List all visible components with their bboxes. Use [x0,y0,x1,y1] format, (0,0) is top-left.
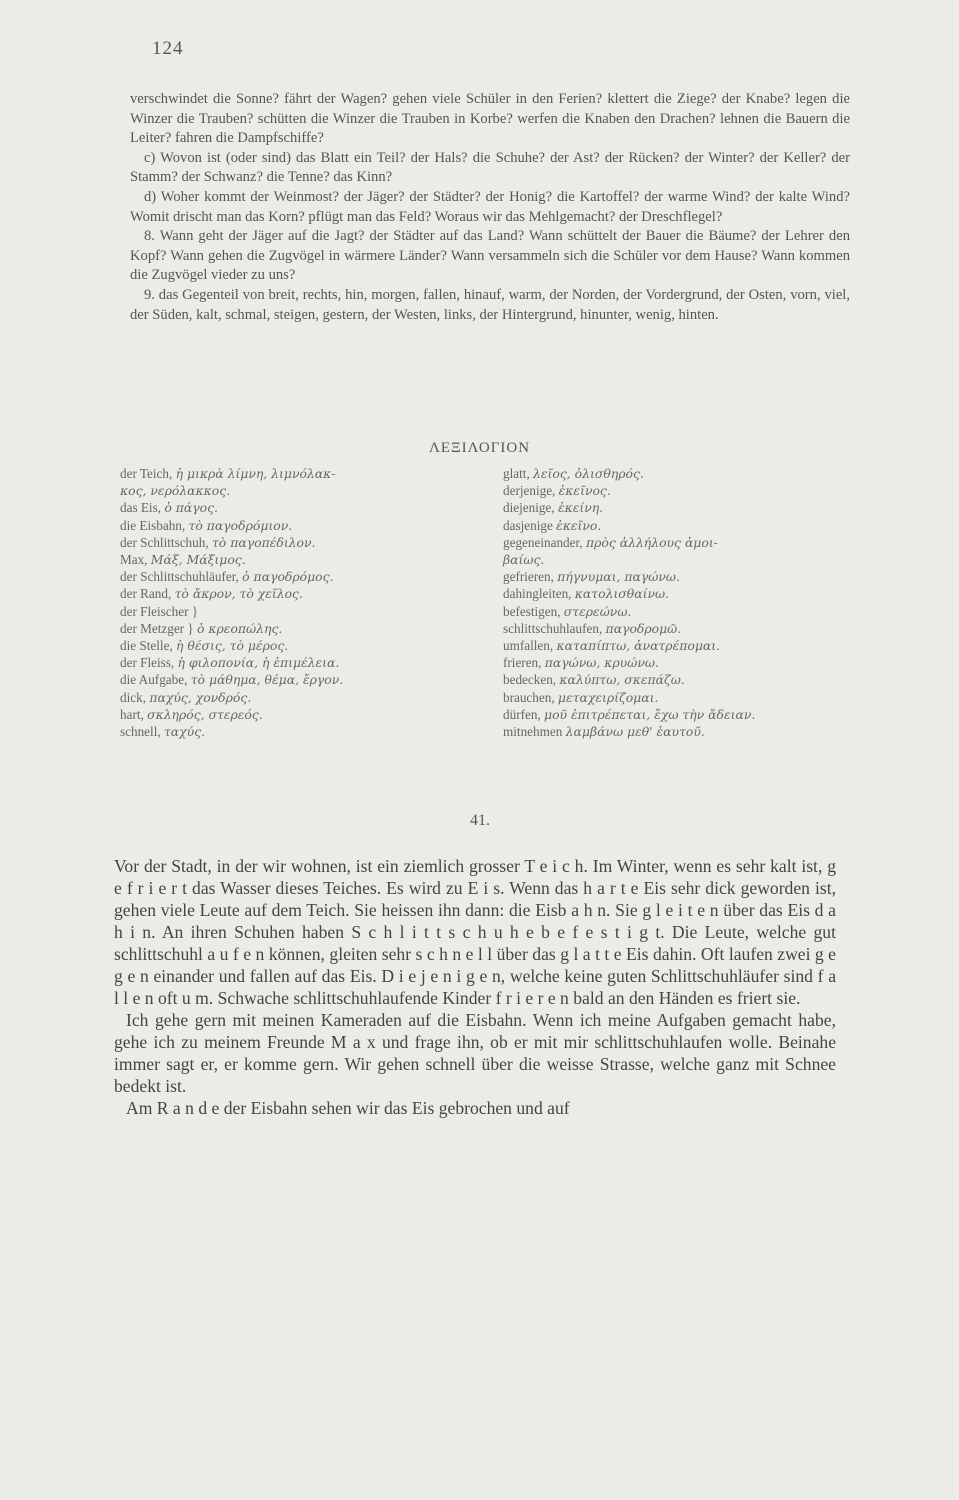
exercise-section [130,90,850,325]
german-word: befestigen, [503,603,561,619]
greek-translation: σκληρός, στερεός. [147,706,263,722]
german-word: gegeneinander, [503,534,583,550]
greek-translation: βαίως. [503,552,545,568]
greek-translation: τὸ μάθημα, θέμα, ἔργον. [190,672,344,688]
vocabulary-row [503,499,863,516]
vocabulary-row [503,585,863,602]
vocabulary-row [503,671,863,688]
vocabulary-row [503,534,863,551]
vocabulary-row [503,482,863,499]
vocabulary-row [503,568,863,585]
german-word: die Stelle, [120,638,173,654]
vocabulary-row [120,465,480,482]
vocabulary-row [120,517,480,534]
greek-translation: ὁ παγοδρόμος. [242,569,334,585]
greek-translation: τὸ ἄκρον, τὸ χεῖλος. [174,586,303,602]
greek-translation: λαμβάνω μεθ' ἑαυτοῦ. [565,724,705,740]
german-word: das Eis, [120,500,162,516]
german-word: schnell, [120,724,161,740]
german-word: derjenige, [503,483,556,499]
german-word: diejenige, [503,500,555,516]
german-word: dick, [120,689,147,705]
greek-translation: ἐκεῖνο. [556,517,602,533]
greek-translation: καλύπτω, σκεπάζω. [559,672,685,688]
greek-translation: τὸ παγοδρόμιον. [188,517,293,533]
greek-translation: ὁ κρεοπώλης. [197,620,283,636]
greek-translation: ὁ πάγος. [164,500,218,516]
greek-translation: στερεώνω. [563,603,632,619]
german-word: brauchen, [503,689,555,705]
greek-translation: ταχύς. [163,724,206,740]
vocabulary-row [120,689,480,706]
vocabulary-row [503,620,863,637]
german-word: dürfen, [503,706,541,722]
vocabulary-row [503,517,863,534]
german-word: der Fleischer } [120,603,199,619]
german-word: der Fleiss, [120,655,175,671]
german-word: der Schlittschuh, [120,534,209,550]
vocabulary-row [120,706,480,723]
german-word: bedecken, [503,672,557,688]
vocabulary-row [120,499,480,516]
vocabulary-row [120,637,480,654]
german-word: gefrieren, [503,569,554,585]
german-word: Max, [120,552,148,568]
vocabulary-row [503,689,863,706]
vocabulary-title: ΛΕΞΙΛΟΓΙΟΝ [428,440,531,456]
greek-translation: καταπίπτω, ἀνατρέπομαι. [556,638,721,654]
vocabulary-row [120,568,480,585]
vocabulary-row [120,723,480,740]
german-word: der Rand, [120,586,172,602]
vocabulary-left-column [120,465,480,740]
german-word: dasjenige [503,517,553,533]
german-word: mitnehmen [503,724,563,740]
exercise-paragraph: verschwindet die Sonne? fährt der Wagen? gehen viele Schüler in den Ferien? klettert die Ziege? der Knabe? legen die Winzer die Trauben? schütten die Winzer die Trauben in Korbe? werfen die Knaben den Drachen? lehnen die Bauern die Leiter? fahren die Dampfschiffe? [130,91,850,147]
german-word: frieren, [503,655,542,671]
exercise-paragraph: c) Wovon ist (oder sind) das Blatt ein Teil? der Hals? die Schuhe? der Ast? der Rücken? der Winter? der Keller? der Stamm? der Schwanz? die Tenne? das Kinn? [130,149,850,186]
vocabulary-row [120,482,480,499]
exercise-paragraph: d) Woher kommt der Weinmost? der Jäger? der Städter? der Honig? die Kartoffel? der warme Wind? der kalte Wind? Womit drischt man das Korn? pflügt man das Feld? Woraus wir das Mehlgemacht? der Dreschflegel? [130,188,850,225]
vocabulary-row [120,620,480,637]
greek-translation: ἐκείνη. [557,500,604,516]
greek-translation: πήγνυμαι, παγώνω. [557,569,680,585]
vocabulary-row [120,654,480,671]
vocabulary-row [503,706,863,723]
vocabulary-row [503,723,863,740]
greek-translation: κατολισθαίνω. [574,586,670,602]
german-word: glatt, [503,466,530,481]
greek-translation: ἡ φιλοπονία, ἡ ἐπιμέλεια. [177,655,340,671]
greek-translation: μοῦ ἐπιτρέπεται, ἔχω τὴν ἄδειαν. [544,706,756,722]
page-number: 124 [152,38,184,59]
german-word: schlittschuhlaufen, [503,620,603,636]
lesson-paragraph: Ich gehe gern mit meinen Kameraden auf die Eisbahn. Wenn ich meine Aufgaben gemacht habe, gehe ich zu meinem Freunde M a x und frage ihn, ob er mit mir schlittschuhlaufen wolle. Beinahe immer sagt er, er komme gern. Wir gehen schnell über die weisse Strasse, welche ganz mit Schnee bedekt ist. [114,1010,836,1096]
german-word: dahingleiten, [503,586,572,602]
greek-translation: παγοδρομῶ. [605,620,682,636]
vocabulary-row [503,465,863,482]
vocabulary-row [120,603,480,620]
vocabulary-row [503,551,863,568]
greek-translation: Μάξ, Μάξιμος. [150,552,246,568]
greek-translation: κος, νερόλακκος. [120,483,231,499]
vocabulary-row [503,603,863,620]
vocabulary-row [120,534,480,551]
lesson-number: 41. [470,812,490,829]
lesson-paragraph: Vor der Stadt, in der wir wohnen, ist ein ziemlich grosser T e i c h. Im Winter, wenn es sehr kalt ist, g e f r i e r t das Wasser dieses Teiches. Es wird zu E i s. Wenn das h a r t e Eis sehr dick geworden ist, gehen viele Leute auf dem Teich. Sie heissen ihn dann: die Eisb a h n. Sie g l e i t e n über das Eis d a h i n. An ihren Schuhen haben S c h l i t t s c h u h e b e f e s t i g t. Die Leute, welche gut schlittschuhl a u f e n können, gleiten sehr s c h n e l l über das g l a t t e Eis dahin. Oft laufen zwei g e g e n einander und fallen auf das Eis. D i e j e n i g e n, welche keine guten Schlittschuhläufer sind f a l l e n oft u m. Schwache schlittschuhlaufende Kinder f r i e r e n bald an den Händen es friert sie. [114,856,836,1008]
german-word: hart, [120,706,144,722]
greek-translation: μεταχειρίζομαι. [557,689,659,705]
greek-translation: λεῖος, ὀλισθηρός. [533,466,644,481]
vocabulary-row [503,654,863,671]
greek-translation: παχύς, χονδρός. [149,689,252,705]
german-word: der Teich, [120,466,173,481]
lesson-paragraph: Am R a n d e der Eisbahn sehen wir das Eis gebrochen und auf [126,1098,570,1118]
german-word: die Eisbahn, [120,517,186,533]
vocabulary-row [120,585,480,602]
german-word: die Aufgabe, [120,672,188,688]
german-word: umfallen, [503,638,554,654]
greek-translation: παγώνω, κρυώνω. [544,655,659,671]
exercise-paragraph: 9. das Gegenteil von breit, rechts, hin, morgen, fallen, hinauf, warm, der Norden, der Vordergrund, der Osten, vorn, viel, der Süden, kalt, schmal, steigen, gestern, der Westen, links, der Hintergrund, hinunter, wenig, hinten. [130,286,850,323]
vocabulary-right-column [503,465,863,740]
lesson-text [114,855,836,1119]
greek-translation: τὸ παγοπέδιλον. [211,534,316,550]
exercise-paragraph: 8. Wann geht der Jäger auf die Jagt? der Städter auf das Land? Wann schüttelt der Bauer die Bäume? der Lehrer den Kopf? Wann gehen die Zugvögel in wärmere Länder? Wann versammeln sich die Schüler vor dem Hause? Wann kommen die Zugvögel vieder zu uns? [130,228,850,284]
greek-translation: ἡ θέσις, τὸ μέρος. [176,638,289,654]
vocabulary-row [503,637,863,654]
german-word: der Metzger } [120,620,194,636]
vocabulary-row [120,551,480,568]
greek-translation: ἐκεῖνος. [558,483,611,499]
greek-translation: ἡ μικρὰ λίμνη, λιμνόλακ- [175,466,336,481]
german-word: der Schlittschuhläufer, [120,569,239,585]
vocabulary-row [120,671,480,688]
greek-translation: πρὸς ἀλλήλους ἀμοι- [585,534,718,550]
